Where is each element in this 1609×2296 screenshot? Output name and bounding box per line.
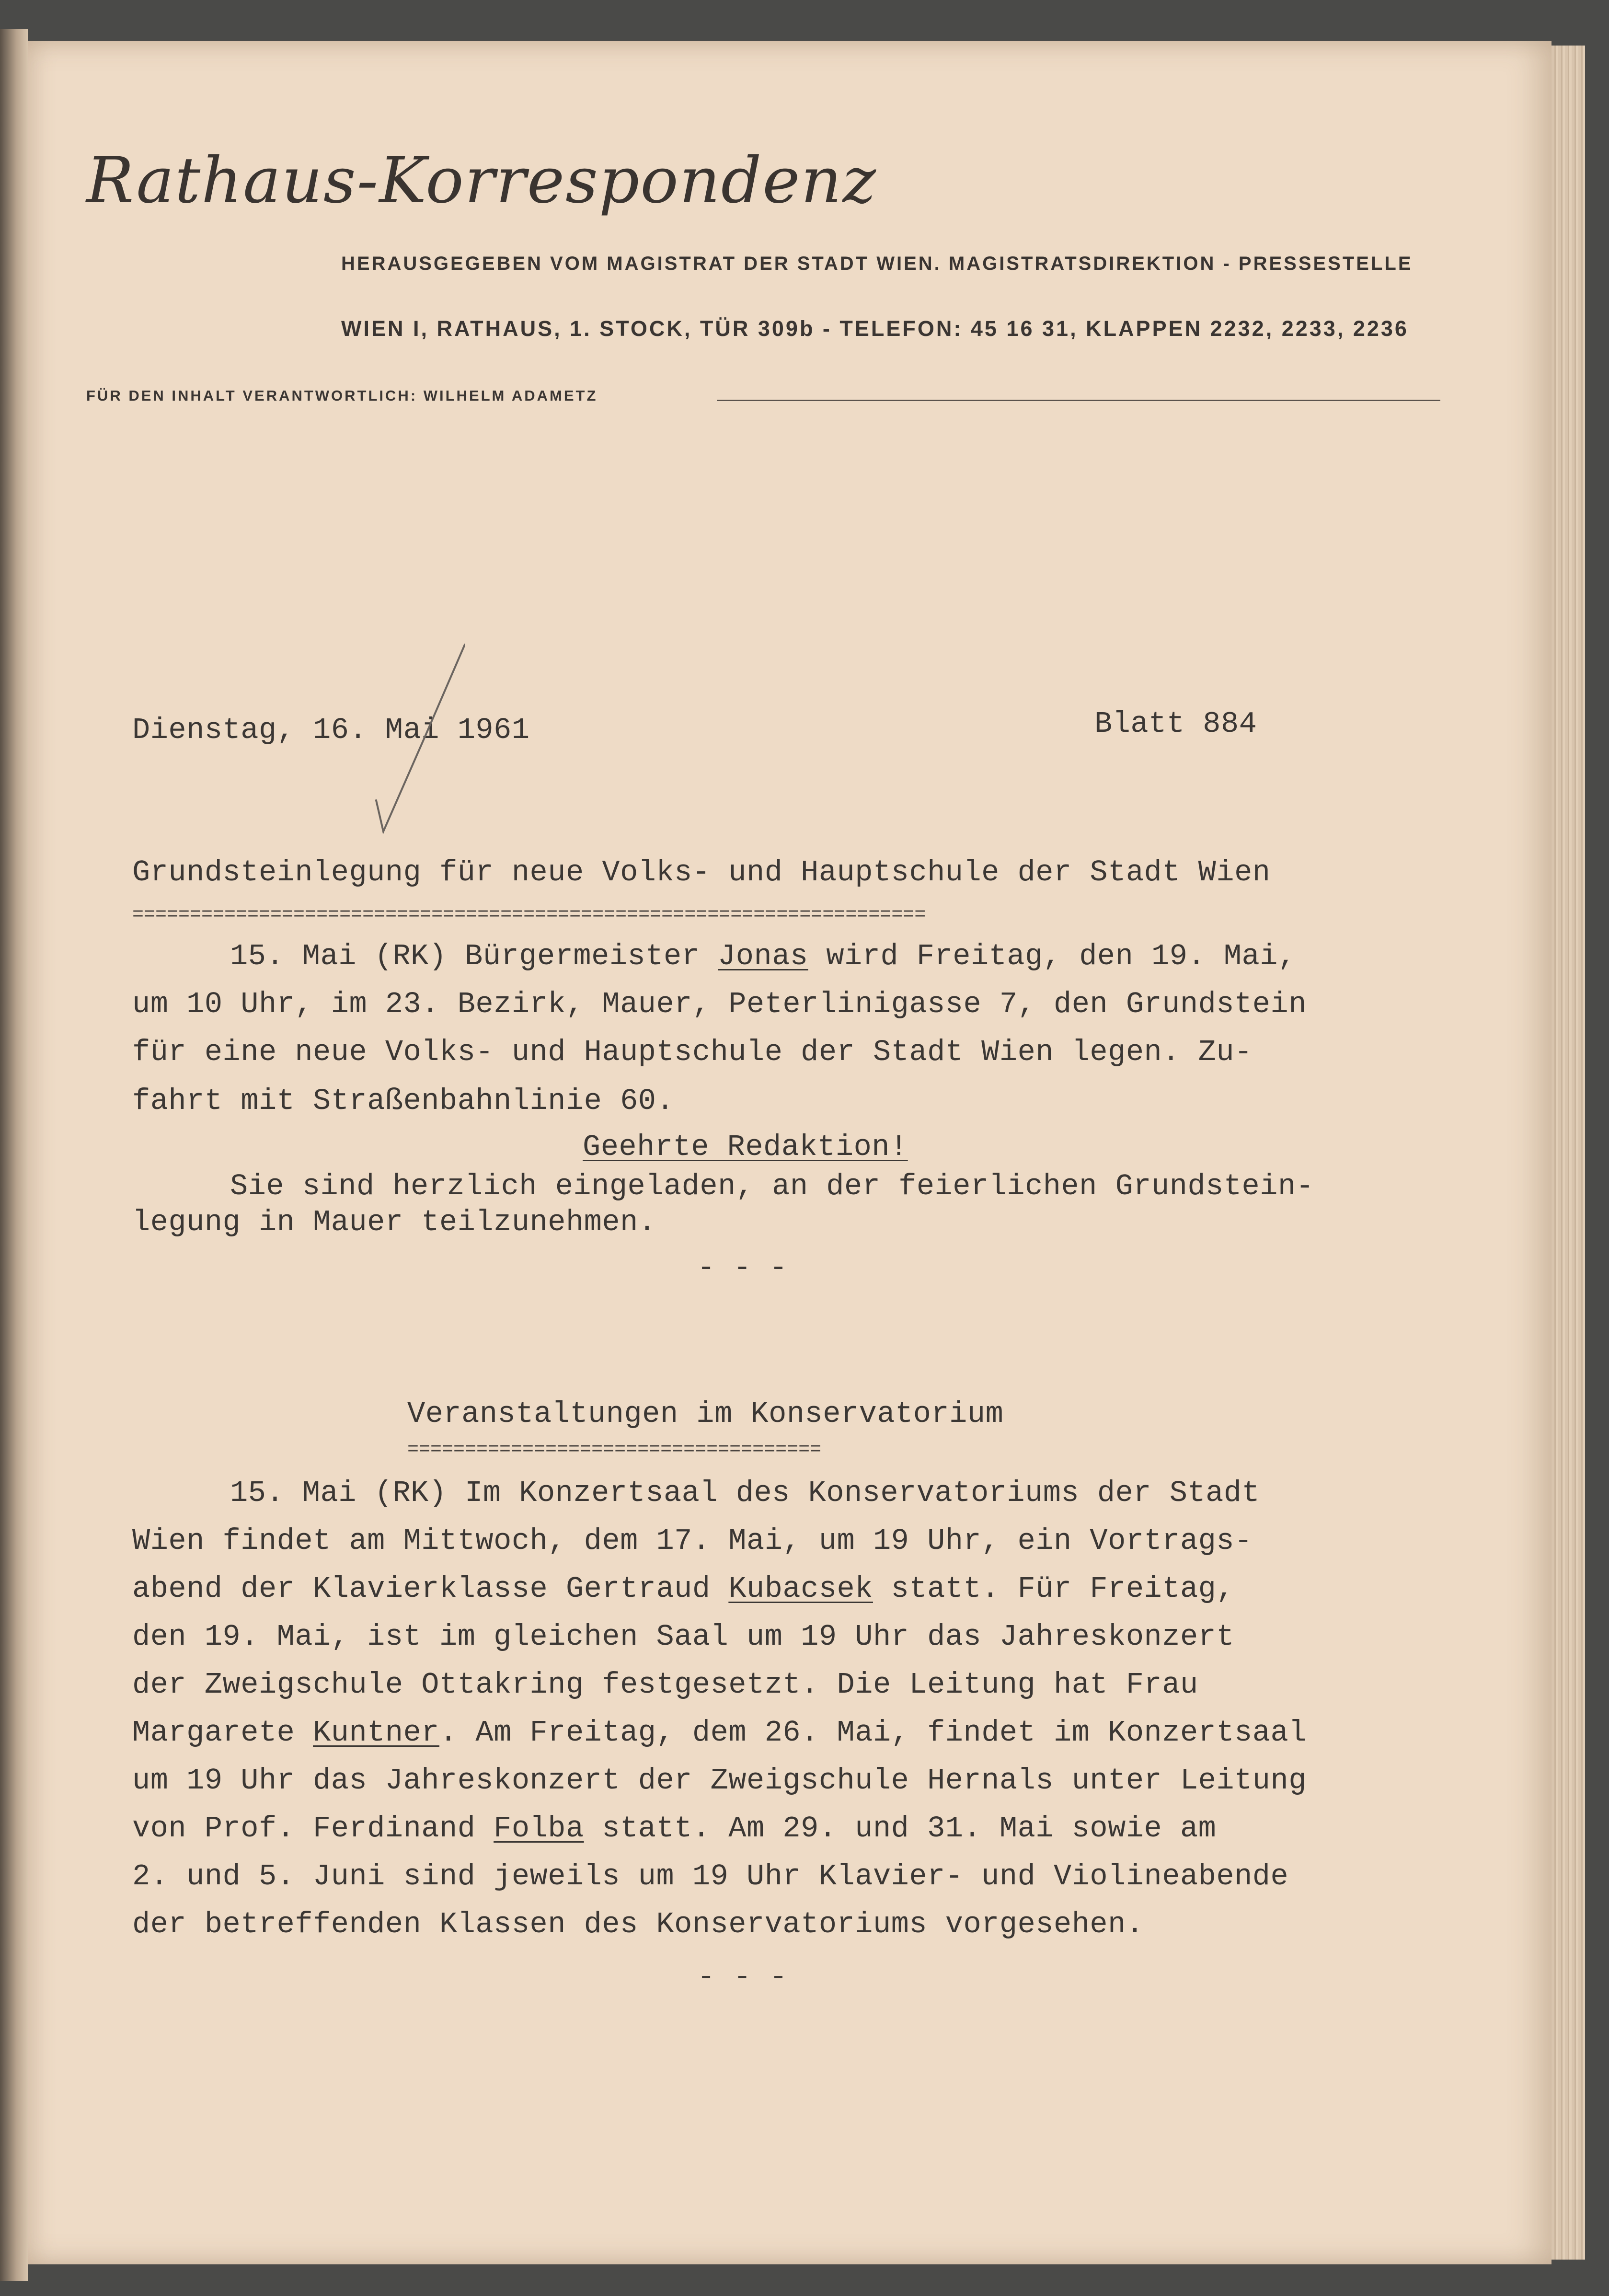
article2-text: Margarete	[132, 1716, 313, 1750]
article2-line2: Wien findet am Mittwoch, dem 17. Mai, um 19 Uhr, ein Vortrags-	[132, 1524, 1253, 1558]
article2-line10: der betreffenden Klassen des Konservatoriums vorgesehen.	[132, 1907, 1144, 1941]
check-mark-icon	[350, 642, 465, 834]
masthead-logo: Rathaus-Korrespondenz	[86, 144, 877, 218]
masthead-address: WIEN I, RATHAUS, 1. STOCK, TÜR 309b - TELEFON: 45 16 31, KLAPPEN 2232, 2233, 2236	[341, 316, 1409, 341]
article2-line4: den 19. Mai, ist im gleichen Saal um 19 Uhr das Jahreskonzert	[132, 1620, 1235, 1654]
article1-end-marker: - - -	[697, 1251, 788, 1285]
article1-text: wird Freitag, den 19. Mai,	[808, 939, 1296, 973]
page-stack-edge	[1552, 46, 1585, 2260]
article1-title-rule: =====================================================================	[132, 904, 926, 926]
article2-line1: 15. Mai (RK) Im Konzertsaal des Konservatoriums der Stadt	[230, 1476, 1260, 1510]
article2-text: statt. Am 29. und 31. Mai sowie am	[584, 1811, 1217, 1846]
person-name: Kubacsek	[728, 1572, 873, 1606]
article2-line9: 2. und 5. Juni sind jeweils um 19 Uhr Klavier- und Violineabende	[132, 1859, 1289, 1893]
date-line: Dienstag, 16. Mai 1961	[132, 713, 530, 747]
article1-line3: für eine neue Volks- und Hauptschule der Stadt Wien legen. Zu-	[132, 1035, 1253, 1069]
person-name: Jonas	[718, 939, 808, 973]
person-name: Kuntner	[313, 1716, 440, 1750]
article1-title: Grundsteinlegung für neue Volks- und Hauptschule der Stadt Wien	[132, 855, 1271, 889]
article1-line2: um 10 Uhr, im 23. Bezirk, Mauer, Peterlinigasse 7, den Grundstein	[132, 987, 1307, 1021]
article2-line6	[132, 1716, 1307, 1750]
article2-end-marker: - - -	[697, 1960, 788, 1994]
article1-text: 15. Mai (RK) Bürgermeister	[230, 939, 718, 973]
article2-text: von Prof. Ferdinand	[132, 1811, 494, 1846]
masthead-responsible: FÜR DEN INHALT VERANTWORTLICH: WILHELM ADAMETZ	[86, 387, 598, 404]
article1-invitation-line1: Sie sind herzlich eingeladen, an der feierlichen Grundstein-	[230, 1169, 1314, 1203]
article2-text: . Am Freitag, dem 26. Mai, findet im Konzertsaal	[439, 1716, 1307, 1750]
sheet-number: Blatt 884	[1094, 707, 1257, 741]
article2-line3	[132, 1572, 1234, 1606]
article2-text: statt. Für Freitag,	[873, 1572, 1235, 1606]
article1-line1	[230, 939, 1296, 973]
article1-invitation-line2: legung in Mauer teilzunehmen.	[132, 1205, 656, 1239]
article2-title-rule: ====================================	[407, 1439, 822, 1461]
article1-line4: fahrt mit Straßenbahnlinie 60.	[132, 1084, 675, 1118]
article2-title: Veranstaltungen im Konservatorium	[407, 1397, 1004, 1431]
masthead-publisher: HERAUSGEGEBEN VOM MAGISTRAT DER STADT WIEN. MAGISTRATSDIREKTION - PRESSESTELLE	[341, 253, 1413, 274]
article2-line5: der Zweigschule Ottakring festgesetzt. Die Leitung hat Frau	[132, 1668, 1198, 1702]
masthead-rule	[717, 400, 1440, 401]
article2-line7: um 19 Uhr das Jahreskonzert der Zweigschule Hernals unter Leitung	[132, 1764, 1307, 1798]
article2-text: abend der Klavierklasse Gertraud	[132, 1572, 729, 1606]
article1-greeting: Geehrte Redaktion!	[583, 1130, 908, 1164]
person-name: Folba	[494, 1811, 584, 1846]
binding-edge	[0, 29, 28, 2281]
article2-line8	[132, 1811, 1216, 1846]
